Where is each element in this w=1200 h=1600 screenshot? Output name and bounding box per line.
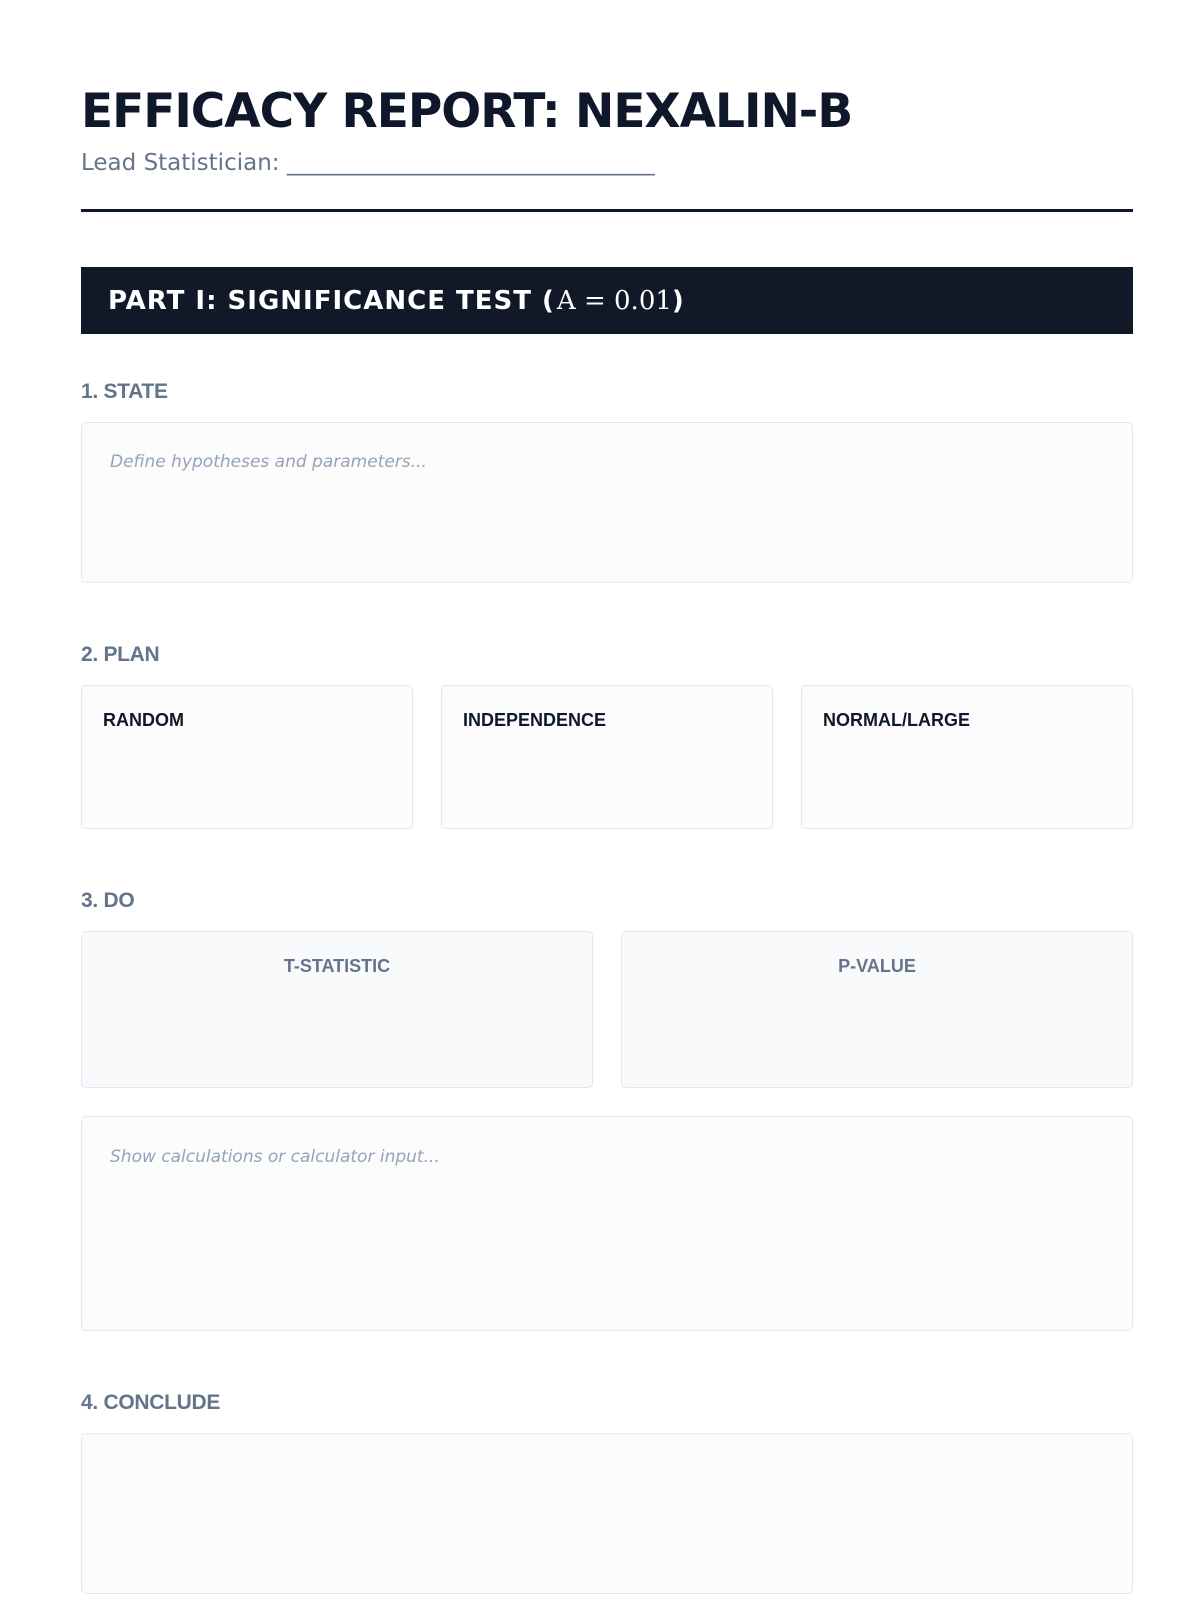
- state-placeholder: Define hypotheses and parameters...: [110, 452, 427, 472]
- header-divider: [81, 209, 1133, 212]
- section-label-conclude: 4. CONCLUDE: [81, 1391, 221, 1414]
- calculations-placeholder: Show calculations or calculator input...: [110, 1147, 440, 1167]
- condition-normal-large-field[interactable]: [801, 685, 1133, 829]
- state-field[interactable]: [81, 422, 1133, 583]
- p-value-field[interactable]: [621, 931, 1133, 1088]
- t-statistic-label: T-STATISTIC: [283, 956, 391, 976]
- report-title: EFFICACY REPORT: NEXALIN-B: [81, 84, 853, 139]
- lead-statistician-blank[interactable]: ________________________________: [286, 150, 655, 176]
- condition-random-field[interactable]: [81, 685, 413, 829]
- condition-independence-label: INDEPENDENCE: [463, 710, 607, 730]
- condition-independence-field[interactable]: [441, 685, 773, 829]
- lead-statistician-line: [81, 147, 655, 179]
- section-label-do: 3. DO: [81, 889, 135, 912]
- alpha-level: Α = 0.01: [556, 285, 672, 316]
- condition-random-label: RANDOM: [103, 710, 184, 730]
- part-title: PART I: SIGNIFICANCE TEST (: [108, 285, 555, 316]
- conclude-field[interactable]: [81, 1433, 1133, 1594]
- condition-normal-large-label: NORMAL/LARGE: [823, 710, 970, 730]
- section-label-plan: 2. PLAN: [81, 643, 160, 666]
- t-statistic-field[interactable]: [81, 931, 593, 1088]
- calculations-field[interactable]: [81, 1116, 1133, 1331]
- lead-statistician-label: Lead Statistician:: [81, 150, 280, 176]
- part-banner: [81, 267, 1133, 334]
- section-label-state: 1. STATE: [81, 380, 168, 403]
- p-value-label: P-VALUE: [838, 956, 916, 976]
- part-title-close: ): [671, 285, 685, 316]
